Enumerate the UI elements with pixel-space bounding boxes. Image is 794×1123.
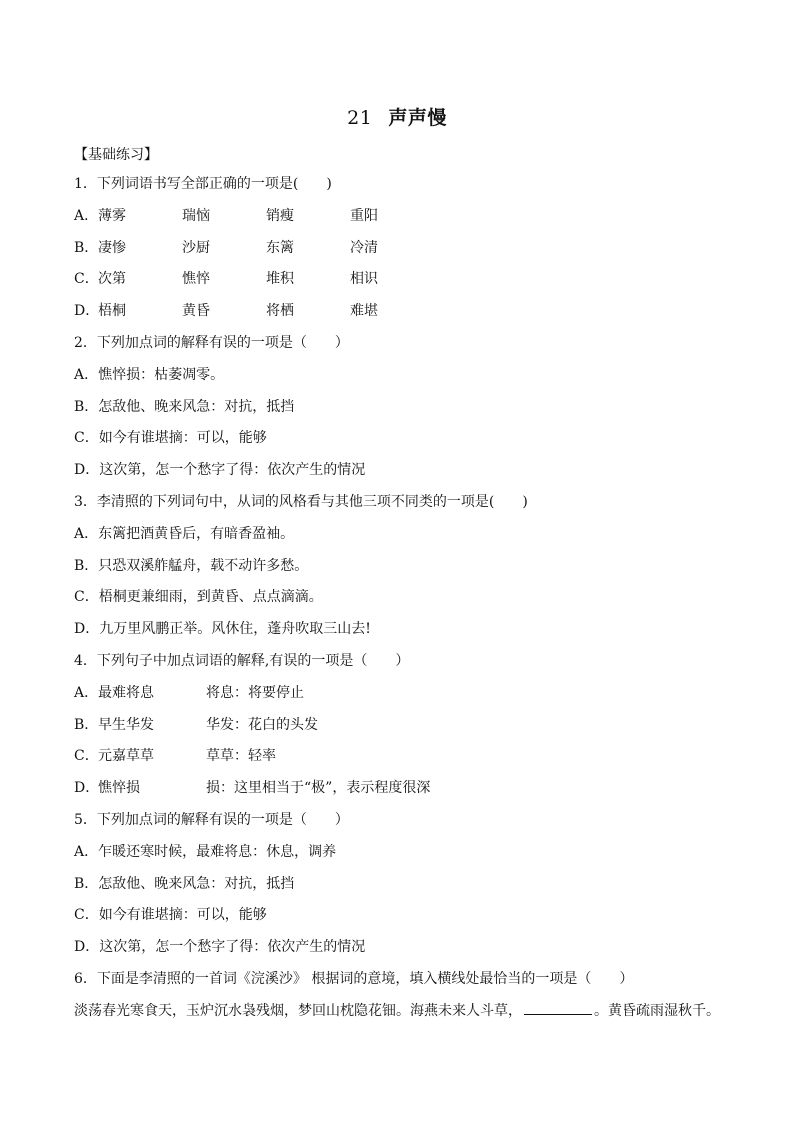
- option-word: 重阳: [350, 207, 378, 224]
- question-5-option-a: A．乍暖还寒时候，最难将息：休息，调养: [74, 843, 337, 860]
- option-phrase: 憔悴损: [98, 780, 140, 797]
- option-letter: B．: [74, 716, 99, 733]
- question-4-option-a: [74, 678, 754, 710]
- question-2-option-b: B．怎敌他、晚来风急：对抗，抵挡: [74, 398, 295, 415]
- question-3-stem: 3．李清照的下列词句中，从词的风格看与其他三项不同类的一项是( ): [74, 493, 528, 510]
- lesson-number: 21: [347, 107, 373, 129]
- option-word: 憔悴: [182, 271, 210, 288]
- option-word: 冷清: [350, 239, 378, 256]
- poem-text-after: 。黄昏疏雨湿秋千。: [594, 1002, 720, 1019]
- option-word: 将栖: [266, 303, 294, 320]
- option-word: 薄雾: [98, 207, 126, 224]
- question-1-option-d: [74, 296, 754, 328]
- fill-in-blank: [524, 1000, 592, 1015]
- question-3-option-c: C．梧桐更兼细雨，到黄昏、点点滴滴。: [74, 589, 323, 606]
- option-gloss: 华发：花白的头发: [206, 716, 318, 733]
- option-letter: A．: [74, 207, 99, 224]
- option-gloss: 损：这里相当于“极”，表示程度很深: [206, 780, 431, 797]
- option-word: 难堪: [350, 303, 378, 320]
- option-letter: D．: [74, 303, 100, 320]
- question-5-stem: 5．下列加点词的解释有误的一项是（ ）: [74, 811, 349, 828]
- option-word: 沙厨: [182, 239, 210, 256]
- option-gloss: 草草：轻率: [206, 748, 276, 765]
- question-3-option-a: A．东篱把酒黄昏后，有暗香盈袖。: [74, 525, 295, 542]
- option-letter: D．: [74, 780, 100, 797]
- option-letter: B．: [74, 239, 99, 256]
- question-3-option-b: B．只恐双溪舴艋舟，载不动许多愁。: [74, 557, 309, 574]
- option-word: 堆积: [266, 271, 294, 288]
- option-word: 黄昏: [182, 303, 210, 320]
- question-2-option-a: A．憔悴损：枯萎凋零。: [74, 366, 225, 383]
- question-6-poem: [74, 996, 754, 1028]
- option-letter: C．: [74, 271, 99, 288]
- question-5-option-c: C．如今有谁堪摘：可以，能够: [74, 907, 267, 924]
- section-heading: 【基础练习】: [74, 147, 158, 163]
- question-4-stem: 4．下列句子中加点词语的解释,有误的一项是（ ）: [74, 652, 410, 669]
- poem-text-before: 淡荡春光寒食天，玉炉沉水袅残烟，梦回山枕隐花钿。海燕未来人斗草，: [74, 1002, 522, 1019]
- option-phrase: 早生华发: [98, 716, 154, 733]
- question-1-option-a: [74, 201, 754, 233]
- lesson-title: 声声慢: [388, 107, 447, 129]
- option-word: 相识: [350, 271, 378, 288]
- question-2-stem: 2．下列加点词的解释有误的一项是（ ）: [74, 334, 349, 351]
- question-4-option-b: [74, 710, 754, 742]
- option-word: 销瘦: [266, 207, 294, 224]
- question-2-option-c: C．如今有谁堪摘：可以，能够: [74, 430, 267, 447]
- option-phrase: 元嘉草草: [98, 748, 154, 765]
- option-word: 梧桐: [98, 303, 126, 320]
- question-4-option-d: [74, 773, 754, 805]
- question-3-option-d: D．九万里风鹏正举。风休住，蓬舟吹取三山去!: [74, 621, 371, 638]
- question-1-stem: 1．下列词语书写全部正确的一项是( ): [74, 176, 332, 192]
- page-title: [0, 103, 794, 130]
- option-word: 凄惨: [98, 239, 126, 256]
- option-gloss: 将息：将要停止: [206, 684, 304, 701]
- option-word: 次第: [98, 271, 126, 288]
- question-1-option-b: [74, 233, 754, 265]
- option-word: 瑞恼: [182, 207, 210, 224]
- option-word: 东篱: [266, 239, 294, 256]
- option-phrase: 最难将息: [98, 684, 154, 701]
- option-letter: C．: [74, 748, 99, 765]
- option-letter: A．: [74, 684, 99, 701]
- question-6-stem: 6．下面是李清照的一首词《浣溪沙》 根据词的意境，填入横线处最恰当的一项是（ ）: [74, 970, 634, 987]
- question-2-option-d: D．这次第，怎一个愁字了得：依次产生的情况: [74, 462, 366, 479]
- question-4-option-c: [74, 741, 754, 773]
- exercise-content: [74, 144, 754, 1028]
- question-5-option-b: B．怎敌他、晚来风急：对抗，抵挡: [74, 875, 295, 892]
- question-5-option-d: D．这次第，怎一个愁字了得：依次产生的情况: [74, 939, 366, 956]
- question-1-option-c: [74, 264, 754, 296]
